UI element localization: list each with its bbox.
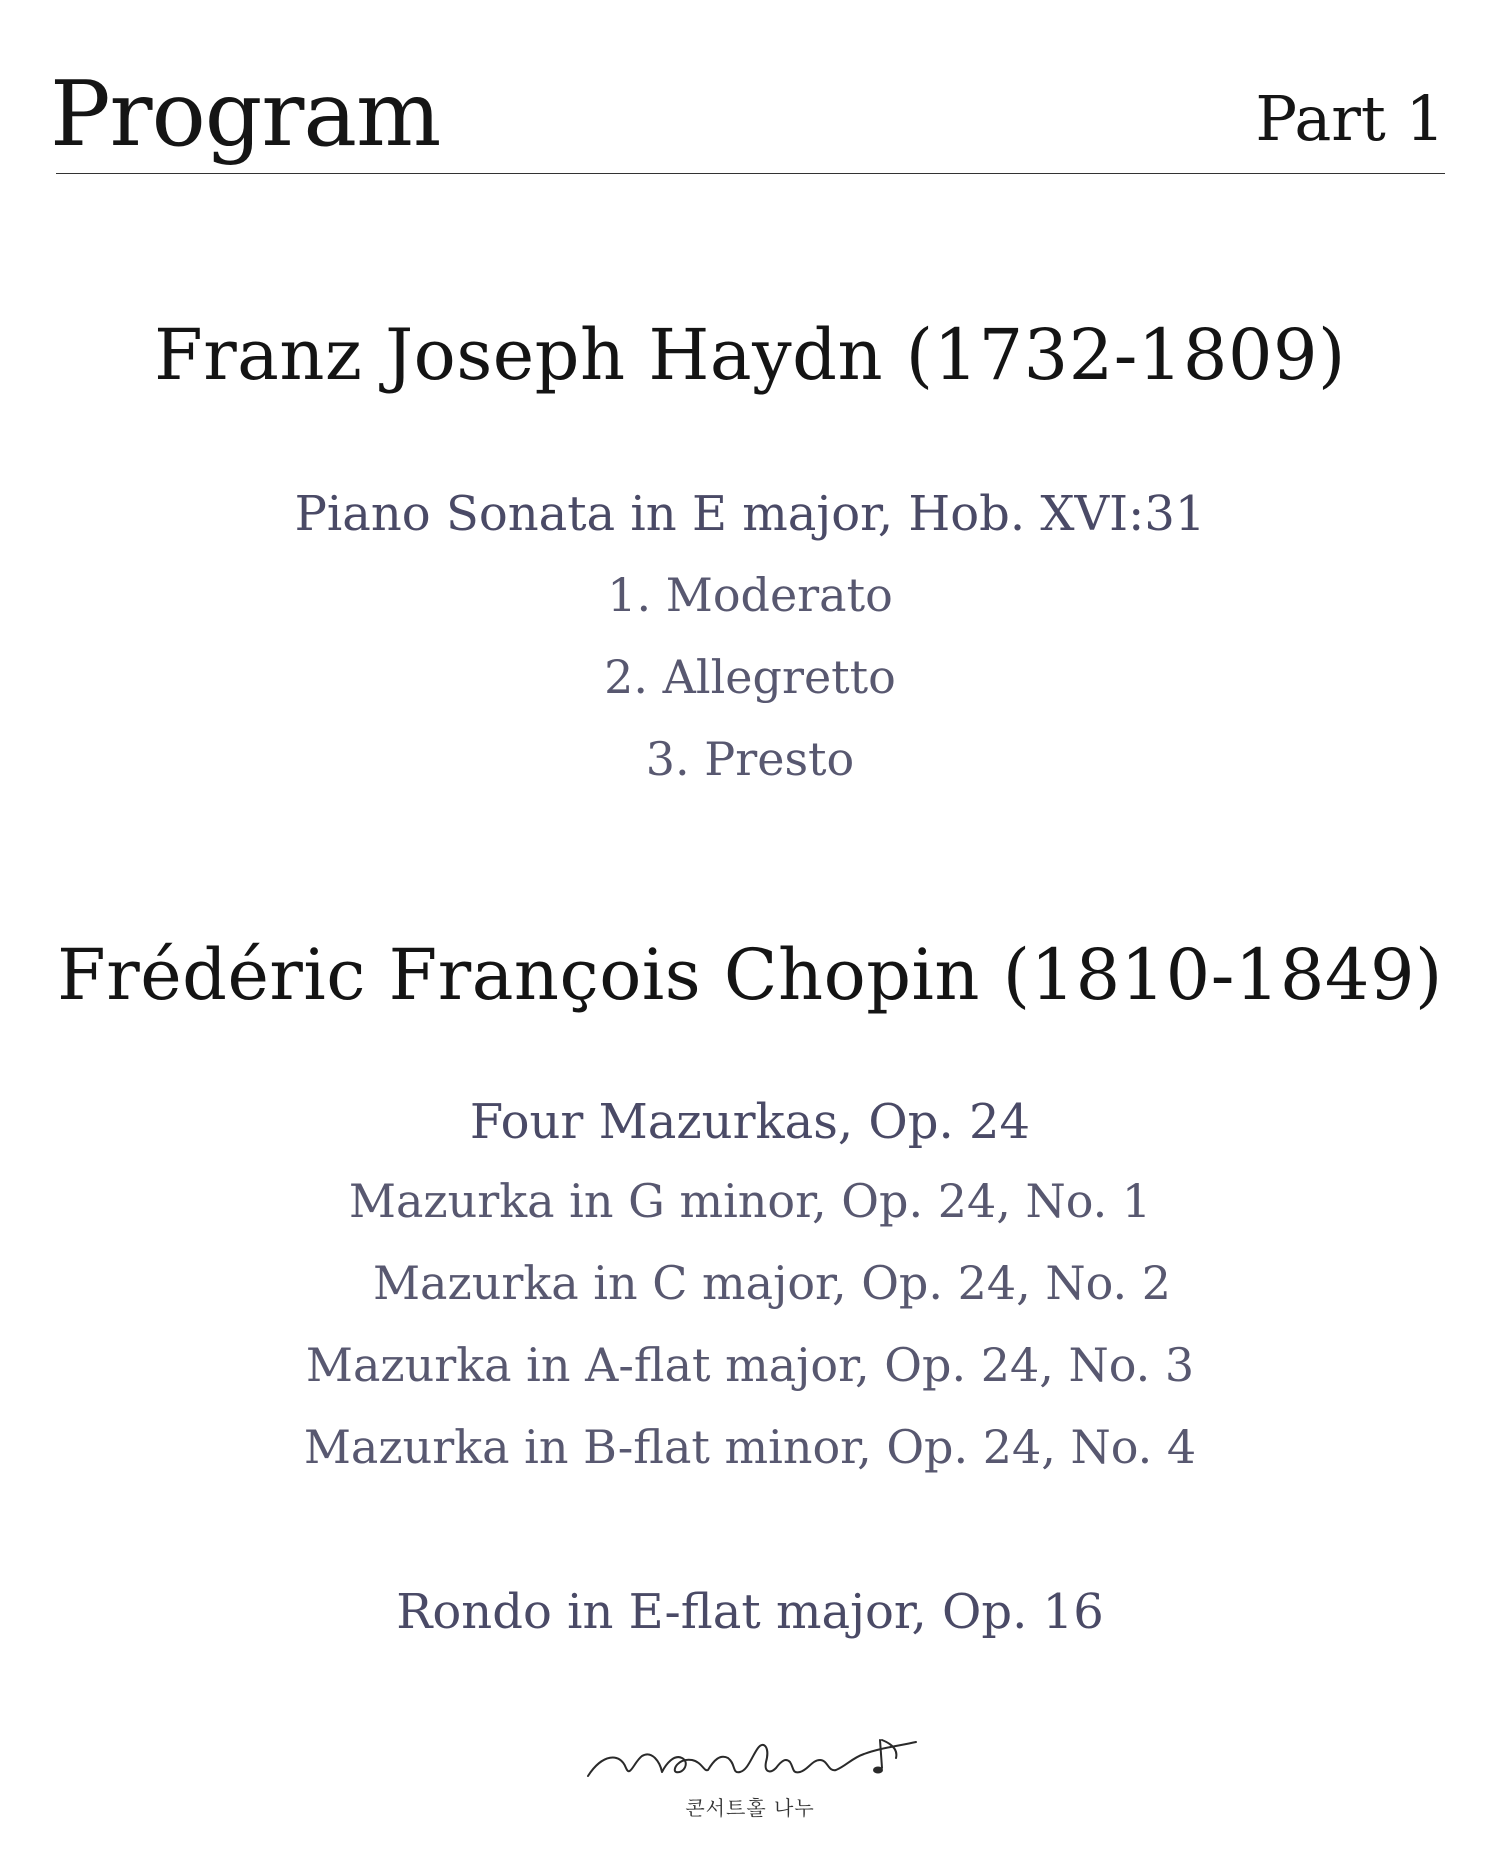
page-title: Program	[50, 62, 441, 167]
work-title: Four Mazurkas, Op. 24	[469, 1094, 1031, 1150]
movement-item: 1. Moderato	[607, 568, 893, 622]
movement-item: Mazurka in B-flat minor, Op. 24, No. 4	[303, 1420, 1197, 1474]
movement-item: Mazurka in G minor, Op. 24, No. 1	[348, 1174, 1152, 1228]
nanum-logo-icon	[580, 1718, 930, 1788]
movement-item: Mazurka in A-flat major, Op. 24, No. 3	[305, 1338, 1195, 1392]
movement-item: 3. Presto	[645, 732, 855, 786]
brand-name: 콘서트홀 나누	[685, 1796, 815, 1820]
part-label: Part 1	[1255, 82, 1445, 155]
movement-item: 2. Allegretto	[604, 650, 896, 704]
work-title: Piano Sonata in E major, Hob. XVI:31	[294, 486, 1206, 542]
work-title: Rondo in E-flat major, Op. 16	[396, 1584, 1104, 1640]
composer-heading: Franz Joseph Haydn (1732-1809)	[154, 314, 1346, 396]
composer-heading: Frédéric François Chopin (1810-1849)	[57, 934, 1443, 1016]
movement-item: Mazurka in C major, Op. 24, No. 2	[372, 1256, 1172, 1310]
header-divider	[56, 173, 1445, 174]
